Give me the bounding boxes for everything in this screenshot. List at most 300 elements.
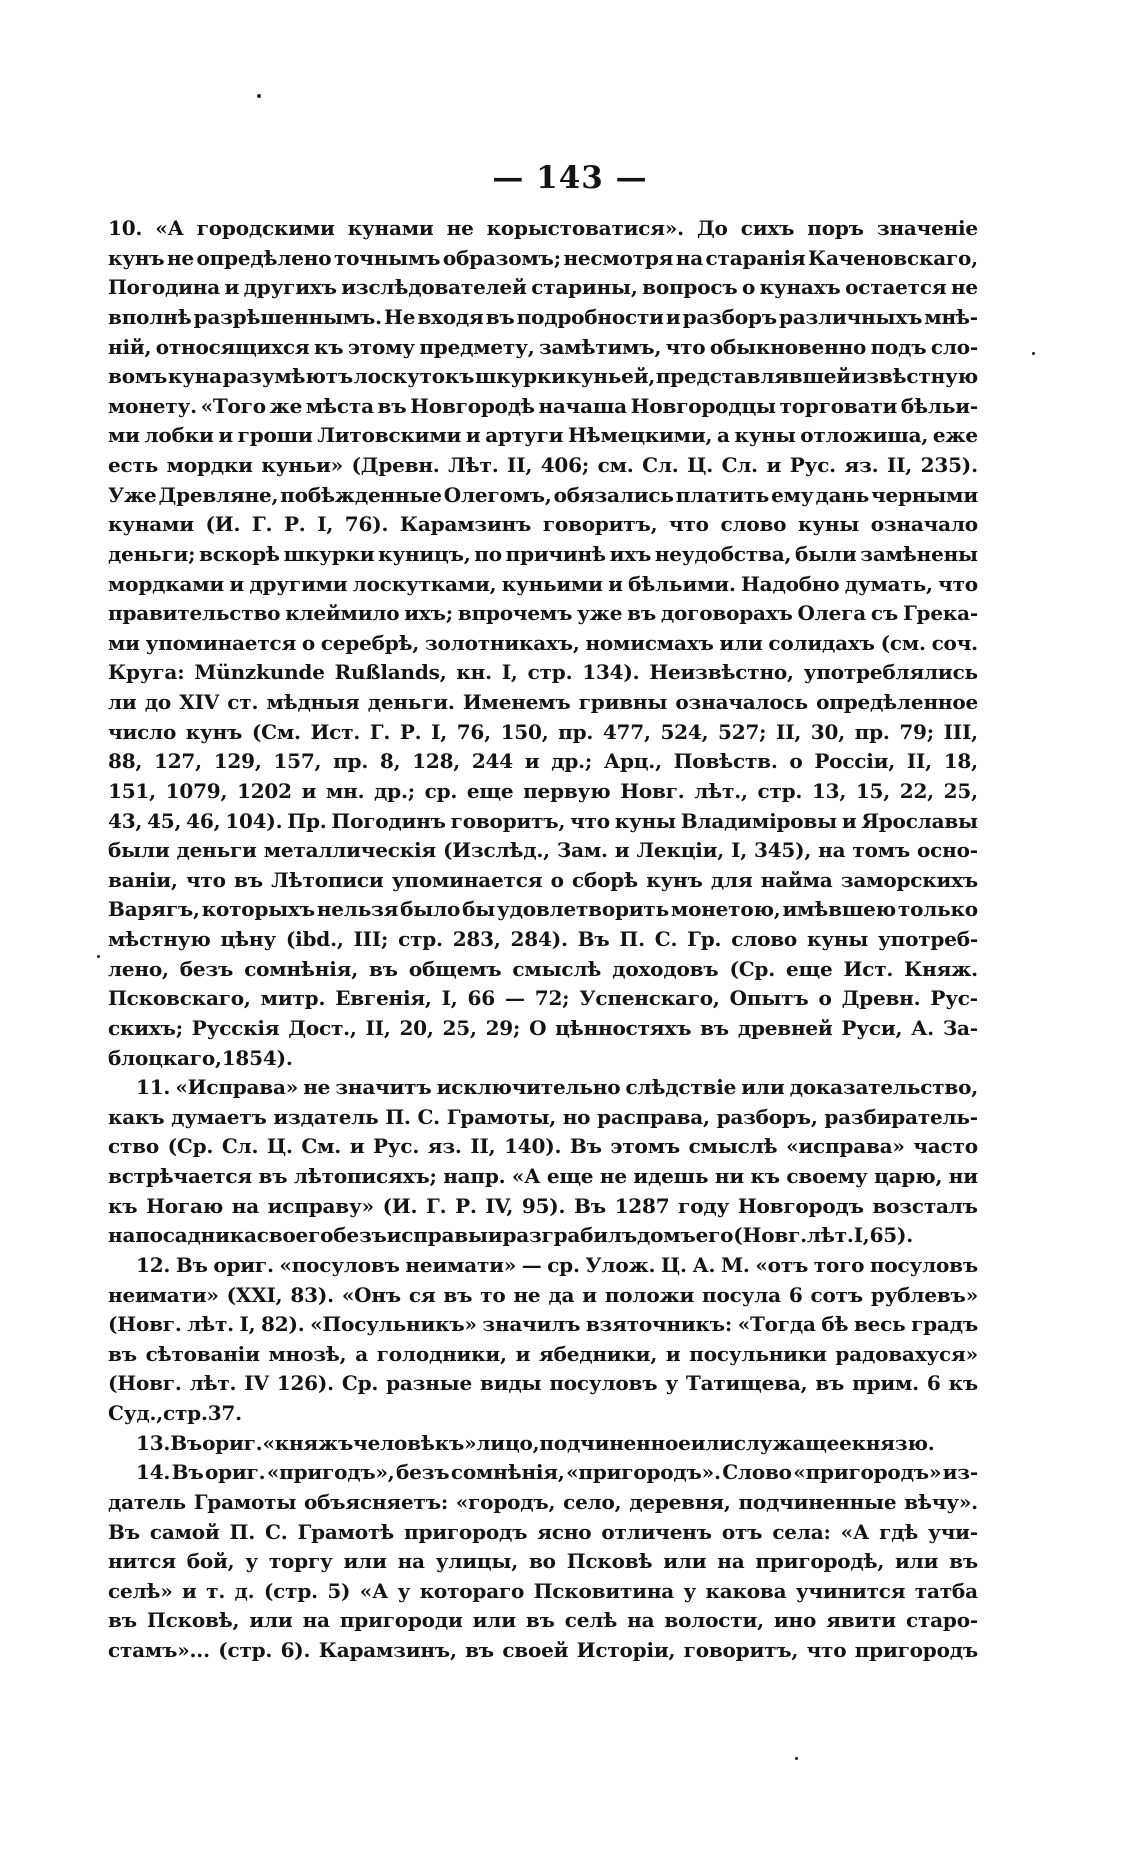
word: селѣ — [564, 1608, 618, 1633]
word: — — [521, 1252, 542, 1277]
word: Варягъ, — [108, 897, 200, 922]
word: смыслѣ — [688, 1134, 778, 1159]
text-line — [108, 510, 978, 540]
word: шкурки — [283, 541, 375, 566]
word: доказательство, — [789, 1075, 978, 1100]
word: гдѣ — [879, 1519, 919, 1544]
word: (И. — [205, 512, 241, 537]
word: есть — [108, 453, 159, 477]
word: яз. — [427, 1134, 462, 1159]
word: «пригодъ», — [266, 1460, 395, 1485]
word: I, — [731, 838, 747, 863]
word: разрѣшеннымъ. — [193, 304, 382, 329]
word: ориг. — [213, 1252, 274, 1277]
word: служащее — [733, 1430, 852, 1455]
word: ябедники, — [539, 1341, 658, 1366]
word: Русскiя — [191, 1015, 280, 1040]
word: смыслѣ — [512, 956, 602, 981]
word: сомнѣнiя, — [450, 1460, 565, 1485]
word: М. — [720, 1252, 750, 1277]
word: въ — [485, 304, 515, 329]
word: (См. — [251, 719, 301, 744]
text-line — [108, 688, 978, 718]
word: имѣвшею — [782, 897, 896, 922]
word: безъ — [396, 1460, 450, 1485]
word: Г. — [251, 512, 273, 537]
word: его — [695, 1223, 734, 1248]
word: т. — [206, 1578, 226, 1603]
word: своего — [256, 1223, 334, 1248]
text-line — [108, 1073, 978, 1103]
word: встрѣчается — [108, 1164, 252, 1188]
word: неимати» — [405, 1252, 517, 1277]
word: селѣ» — [108, 1578, 173, 1603]
word: или — [690, 1430, 734, 1455]
word: 13. — [136, 1430, 171, 1455]
word: пр. — [333, 749, 369, 774]
text-line — [108, 1103, 978, 1133]
word: Грамотѣ — [297, 1519, 395, 1544]
text-line — [108, 955, 978, 985]
word: у — [397, 1578, 411, 1603]
word: въ — [108, 1341, 137, 1366]
word: вѣчу». — [904, 1489, 978, 1514]
word: на — [818, 838, 846, 863]
word: не — [950, 275, 978, 300]
word: что — [938, 571, 978, 596]
word: было — [400, 897, 461, 922]
word: «А — [359, 1578, 389, 1603]
word: опредѣленное — [816, 690, 978, 714]
word: положи — [604, 1282, 695, 1307]
word: какъ — [108, 1104, 165, 1129]
word: кунами — [108, 512, 194, 537]
word: были — [794, 541, 857, 566]
word: Новгородѣ — [410, 393, 535, 418]
word: ли — [108, 690, 137, 714]
word: слово — [731, 927, 798, 951]
word: деревня, — [629, 1489, 731, 1514]
word: для — [710, 867, 753, 892]
word: деньги. — [367, 690, 455, 714]
word: 477, — [602, 719, 651, 744]
word: уже — [577, 601, 623, 626]
word: Сл. — [721, 453, 758, 477]
word: на — [627, 1608, 655, 1633]
word: др.; — [374, 778, 415, 803]
word: на — [675, 245, 703, 270]
word: ванiи, — [108, 867, 178, 892]
word: До — [696, 216, 728, 240]
word: 45, — [147, 808, 182, 833]
word: кунъ — [185, 719, 243, 744]
word: вопросъ — [642, 275, 738, 300]
word: Münzkunde — [194, 660, 325, 685]
word: ми — [108, 423, 140, 448]
word: I, — [431, 719, 448, 744]
word: напр. — [443, 1164, 506, 1188]
word: въ — [443, 1282, 473, 1307]
word: точнымъ — [333, 245, 441, 270]
word: 150, — [500, 719, 549, 744]
word: яз. — [844, 453, 879, 477]
word: 283, — [452, 927, 501, 951]
word: IV — [244, 1371, 269, 1396]
word: посадника — [135, 1223, 257, 1248]
word: употреб- — [878, 927, 978, 951]
word: домъ — [636, 1223, 696, 1248]
word: 151, — [108, 778, 156, 803]
word: ни — [714, 1164, 744, 1188]
word: Ц. — [687, 453, 713, 477]
word: о — [550, 867, 564, 892]
word: къ — [948, 1371, 978, 1396]
word: куна — [167, 364, 222, 389]
word: др.; — [551, 749, 593, 774]
word: см. — [597, 453, 634, 477]
word: о — [741, 275, 756, 300]
word: Суд., — [108, 1401, 163, 1425]
word: улицы, — [435, 1549, 519, 1574]
text-line — [108, 1606, 978, 1636]
word: еще — [786, 956, 833, 981]
word: мордки — [166, 453, 253, 477]
word: или — [741, 1075, 785, 1100]
text-line — [108, 303, 978, 333]
word: стр. — [398, 927, 443, 951]
word: 157, — [273, 749, 322, 774]
word: вомъ — [108, 364, 168, 389]
word: (см. — [880, 630, 926, 655]
word: по — [474, 541, 502, 566]
word: Псковскаго, — [108, 986, 251, 1011]
word: С. — [654, 927, 678, 951]
word: мѣдныя — [266, 690, 360, 714]
word: относящихся — [155, 334, 310, 359]
word: (Новг. — [108, 1371, 182, 1396]
word: скихъ; — [108, 1015, 183, 1040]
word: значилъ — [482, 1312, 581, 1337]
word: (Ср. — [167, 1134, 214, 1159]
word: о — [301, 630, 316, 655]
word: а — [355, 1341, 368, 1366]
word: виды — [480, 1371, 542, 1396]
word: общемъ — [408, 956, 502, 981]
word: замѣнены — [860, 541, 978, 566]
word: и — [465, 423, 481, 448]
word: 524, — [660, 719, 709, 744]
word: кунахъ — [759, 275, 841, 300]
word: «пригородъ». — [566, 1460, 721, 1485]
word: (ibd., — [285, 927, 344, 951]
word: означало — [870, 512, 978, 537]
word: 244 — [471, 749, 513, 774]
word: во — [528, 1549, 556, 1574]
word: 1202 — [237, 778, 292, 803]
word: и — [229, 571, 245, 596]
word: «Онъ — [341, 1282, 401, 1307]
word: золотникахъ, — [424, 630, 580, 655]
word: въ — [258, 1164, 288, 1188]
word: что — [570, 808, 610, 833]
word: ст. — [227, 690, 259, 714]
word: же — [269, 393, 303, 418]
word: на — [717, 1549, 745, 1574]
word: 20, — [399, 1015, 434, 1040]
word: куницъ, — [378, 541, 471, 566]
text-line — [108, 1192, 978, 1222]
word: вскорѣ — [199, 541, 280, 566]
word: и — [841, 808, 857, 833]
word: рублевъ» — [870, 1282, 978, 1307]
word: Рус. — [372, 1134, 420, 1159]
word: въ — [108, 1608, 137, 1633]
word: Рус- — [930, 986, 978, 1011]
word: Олегомъ, — [443, 482, 552, 507]
word: впрочемъ — [457, 601, 573, 626]
word: посула — [702, 1282, 781, 1307]
word: I, — [853, 1223, 870, 1248]
word: стр. — [527, 660, 573, 685]
text-line — [108, 1044, 978, 1074]
word: посульники — [689, 1341, 827, 1366]
text-line — [108, 1488, 978, 1518]
word: Ярославы — [861, 808, 978, 833]
word: и — [349, 1134, 365, 1159]
word: Владимiровы — [680, 808, 837, 833]
word: разумѣютъ — [222, 364, 353, 389]
word: первую — [523, 778, 611, 803]
word: исправы — [386, 1223, 488, 1248]
text-line — [108, 244, 978, 274]
word: Нѣмецкими, — [567, 423, 713, 448]
word: и — [182, 1578, 197, 1603]
word: А. — [911, 1015, 934, 1040]
word: упоминается — [145, 630, 297, 655]
word: удовлетворить — [496, 897, 669, 922]
word: (Ср. — [729, 956, 775, 981]
word: Именемъ — [462, 690, 571, 714]
word: изслѣдователей — [341, 275, 527, 300]
word: идешь — [633, 1164, 709, 1188]
word: «городъ, — [455, 1489, 556, 1514]
text-line — [108, 1518, 978, 1548]
word: не — [513, 1282, 541, 1307]
word: 134). — [582, 660, 640, 685]
text-line — [108, 540, 978, 570]
word: Ист. — [310, 719, 361, 744]
word: значитъ — [335, 1075, 432, 1100]
word: ему — [771, 482, 814, 507]
word: Псковѣ — [566, 1549, 653, 1574]
word: I, — [317, 512, 334, 537]
word: означалось — [675, 690, 808, 714]
word: 76). — [344, 512, 389, 537]
word: Новг. — [620, 778, 685, 803]
word: томъ — [852, 838, 911, 863]
word: 14. — [136, 1460, 171, 1485]
word: расправа, — [597, 1104, 710, 1129]
word: нельзя — [316, 897, 399, 922]
word: А. — [692, 1252, 716, 1277]
word: Княж. — [904, 956, 978, 981]
word: пригородъ — [854, 1638, 978, 1662]
word: что — [665, 334, 706, 359]
word: городскими — [196, 216, 335, 240]
word: отложиша, — [800, 423, 929, 448]
word: доходовъ — [612, 956, 719, 981]
word: С. — [265, 1519, 288, 1544]
word: 1854). — [221, 1045, 293, 1070]
ink-speck — [97, 955, 100, 958]
word: деньги; — [108, 541, 196, 566]
word: 30, — [810, 719, 845, 744]
word: 235). — [920, 453, 978, 477]
word: того — [813, 1252, 865, 1277]
word: слѣдствiе — [625, 1075, 737, 1100]
word: «отъ — [755, 1252, 809, 1277]
text-line — [108, 866, 978, 896]
word: Пр. — [287, 808, 327, 833]
word: подчиненные — [738, 1489, 897, 1514]
word: Успенскаго, — [579, 986, 720, 1011]
word: мн. — [325, 778, 365, 803]
word: начаша — [538, 393, 627, 418]
word: и — [301, 778, 317, 803]
word: лобки — [144, 423, 214, 448]
text-line — [108, 777, 978, 807]
word: гривны — [578, 690, 668, 714]
word: говоритъ, — [450, 808, 566, 833]
word: Новгородъ — [737, 1193, 864, 1218]
word: бѣ — [821, 1312, 849, 1337]
word: солидахъ — [768, 630, 875, 655]
word: 46, — [186, 808, 221, 833]
word: 127, — [153, 749, 202, 774]
word: употреблялись — [803, 660, 978, 685]
word: неимати» — [108, 1282, 219, 1307]
word: кунъ — [646, 867, 703, 892]
word: Не — [384, 304, 416, 329]
word: ся — [408, 1282, 436, 1307]
word: которыхъ — [201, 897, 315, 922]
word: думаетъ — [171, 1104, 267, 1129]
text-line — [108, 333, 978, 363]
word: въ — [368, 956, 398, 981]
word: лицо, — [476, 1430, 540, 1455]
word: на — [108, 1223, 136, 1248]
word: татба — [914, 1578, 978, 1603]
word: лѣт. — [189, 1371, 237, 1396]
word: «пригородъ» — [793, 1460, 942, 1485]
word: Россiи, — [814, 749, 896, 774]
word: торгу — [268, 1549, 333, 1574]
text-line — [108, 984, 978, 1014]
word: Неизвѣстно, — [649, 660, 794, 685]
word: исправу» — [267, 1193, 374, 1218]
word: 25, — [442, 1015, 477, 1040]
page-number: — 143 — — [492, 160, 648, 196]
word: 72; — [534, 986, 570, 1011]
word: образомъ; — [442, 245, 561, 270]
text-line — [108, 421, 978, 451]
word: 76, — [456, 719, 491, 744]
word: обыкновенно — [709, 334, 867, 359]
text-line — [108, 570, 978, 600]
word: «Того — [200, 393, 266, 418]
word: или — [249, 1608, 293, 1633]
word: мнѣ- — [924, 304, 978, 329]
word: ни — [948, 1164, 978, 1188]
word: замѣтимъ, — [538, 334, 662, 359]
text-line — [108, 214, 978, 244]
word: Псковитина — [533, 1578, 675, 1603]
word: Каченовскаго, — [807, 245, 978, 270]
word: П. — [619, 927, 645, 951]
word: гроши — [237, 423, 313, 448]
word: Уже — [108, 482, 157, 507]
word: лѣт., — [694, 778, 748, 803]
word: или — [663, 1549, 707, 1574]
text-line — [108, 1310, 978, 1340]
word: 129, — [213, 749, 262, 774]
word: «Тогда — [737, 1312, 816, 1337]
word: Въ — [171, 1460, 204, 1485]
word: «А — [511, 1164, 541, 1188]
word: Ц. — [660, 1252, 687, 1277]
word: то — [480, 1282, 506, 1307]
text-line — [108, 895, 978, 925]
word: Въ — [577, 927, 610, 951]
text-line — [108, 451, 978, 481]
word: Улож. — [585, 1252, 656, 1277]
text-line — [108, 1132, 978, 1162]
word: голодники, — [376, 1341, 507, 1366]
word: Лекцiи, — [636, 838, 725, 863]
word: 406; — [540, 453, 590, 477]
word: градъ — [911, 1312, 978, 1337]
word: «исправа» — [786, 1134, 905, 1159]
word: и — [224, 275, 240, 300]
word: П. — [229, 1519, 255, 1544]
word: О — [529, 1015, 547, 1040]
word: лоскутками, — [352, 571, 497, 596]
word: и — [614, 838, 630, 863]
word: I, — [239, 1312, 256, 1337]
word: волости, — [664, 1608, 764, 1633]
word: ино — [773, 1608, 817, 1633]
word: блоцкаго, — [108, 1045, 222, 1070]
word: ми — [108, 630, 140, 655]
word: къ — [313, 334, 344, 359]
word: на — [302, 1608, 330, 1633]
word: или — [719, 630, 763, 655]
word: черными — [871, 482, 978, 507]
word: сборѣ — [572, 867, 638, 892]
word: издатель — [273, 1104, 379, 1129]
word: нится — [108, 1549, 176, 1574]
word: деньги — [176, 838, 257, 863]
word: обязались — [553, 482, 674, 507]
word: своей — [502, 1638, 569, 1662]
word: 43, — [108, 808, 143, 833]
word: съ — [870, 601, 899, 626]
text-line — [108, 1636, 978, 1666]
word: 95). — [521, 1193, 566, 1218]
word: 66 — [467, 986, 495, 1011]
word: 104). — [225, 808, 283, 833]
text-line — [108, 658, 978, 688]
